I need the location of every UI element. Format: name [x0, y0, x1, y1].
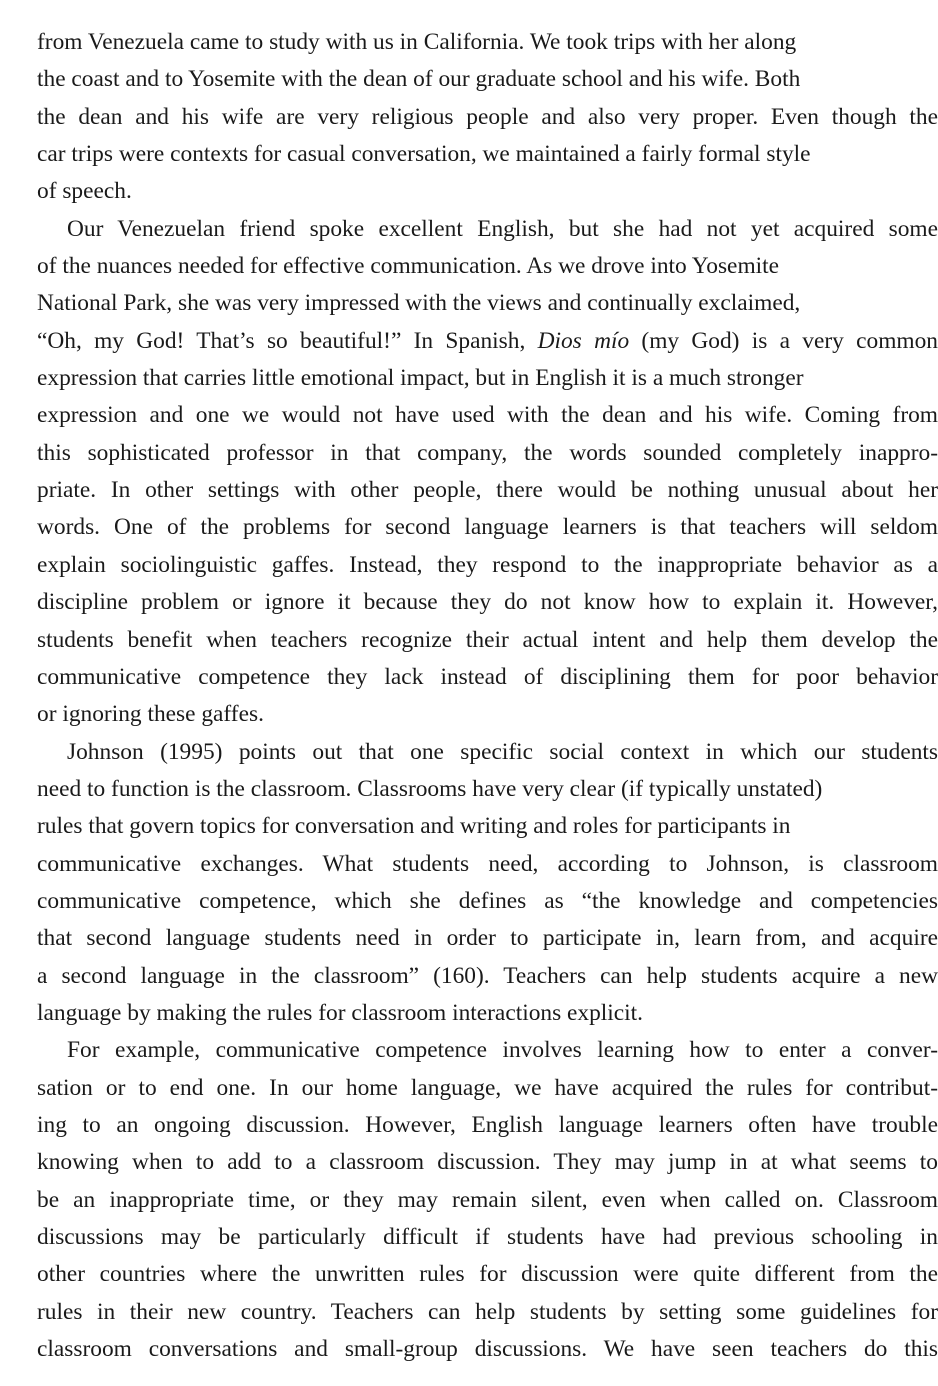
text-line: from Venezuela came to study with us in California. We took trips with her along: [37, 29, 797, 55]
text-span: “Oh, my God! That’s so beautiful!” In Spanish,: [37, 327, 538, 354]
text-line: communicative competence they lack instead of disciplining them for poor behavior: [37, 663, 938, 690]
text-line: of the nuances needed for effective communication. As we drove into Yosemite: [37, 253, 780, 280]
italic-term: Dios mío: [537, 327, 630, 354]
text-line: expression and one we would not have used with the dean and his wife. Coming from: [37, 402, 938, 429]
paragraph-4: [37, 1032, 938, 1368]
text-line: communicative competence, which she defines as “the knowledge and competencies: [37, 887, 938, 914]
text-line: ing to an ongoing discussion. However, English language learners often have trouble: [37, 1111, 938, 1138]
paragraph-3: [37, 734, 938, 1033]
text-line: classroom conversations and small-group discussions. We have seen teachers do this: [37, 1336, 938, 1363]
document-page: [37, 24, 938, 1368]
text-line: priate. In other settings with other people, there would be nothing unusual about her: [37, 477, 938, 504]
text-line: students benefit when teachers recognize their actual intent and help them develop the: [37, 626, 938, 653]
text-line: rules in their new country. Teachers can help students by setting some guidelines for: [37, 1298, 938, 1325]
text-line: of speech.: [37, 178, 132, 205]
text-line: or ignoring these gaffes.: [37, 701, 264, 728]
text-line: explain sociolinguistic gaffes. Instead, they respond to the inappropriate behavior as a: [37, 551, 938, 578]
text-line: discipline problem or ignore it because they do not know how to explain it. However,: [37, 589, 938, 616]
text-line: Our Venezuelan friend spoke excellent English, but she had not yet acquired some: [67, 215, 938, 242]
text-line: car trips were contexts for casual conversation, we maintained a fairly formal style: [37, 141, 811, 168]
text-line: words. One of the problems for second language learners is that teachers will seldom: [37, 514, 938, 541]
text-line: this sophisticated professor in that company, the words sounded completely inappro-: [37, 439, 938, 466]
text-line: the coast and to Yosemite with the dean of our graduate school and his wife. Both: [37, 66, 801, 93]
text-line: sation or to end one. In our home language, we have acquired the rules for contribut-: [37, 1074, 938, 1101]
text-line: knowing when to add to a classroom discussion. They may jump in at what seems to: [37, 1149, 938, 1176]
text-line: expression that carries little emotional impact, but in English it is a much stronger: [37, 365, 804, 392]
paragraph-2: [37, 211, 938, 734]
text-line: a second language in the classroom” (160). Teachers can help students acquire a new: [37, 962, 938, 989]
text-line: be an inappropriate time, or they may remain silent, even when called on. Classroom: [37, 1186, 938, 1213]
text-line: communicative exchanges. What students need, according to Johnson, is classroom: [37, 850, 938, 877]
text-line: For example, communicative competence involves learning how to enter a conver-: [67, 1037, 938, 1064]
text-line: language by making the rules for classroom interactions explicit.: [37, 999, 644, 1026]
text-span: (my God) is a very common: [629, 327, 938, 354]
text-line: that second language students need in order to participate in, learn from, and acquire: [37, 925, 938, 952]
text-line: other countries where the unwritten rules for discussion were quite different from the: [37, 1261, 938, 1288]
text-line: need to function is the classroom. Classrooms have very clear (if typically unstated): [37, 775, 823, 802]
text-line-with-italic: [37, 323, 938, 360]
text-line: rules that govern topics for conversation and writing and roles for participants in: [37, 813, 791, 840]
paragraph-1: [37, 24, 938, 211]
text-line: discussions may be particularly difficult if students have had previous schooling in: [37, 1224, 938, 1250]
text-line: the dean and his wife are very religious people and also very proper. Even though the: [37, 103, 938, 130]
text-line: Johnson (1995) points out that one specific social context in which our students: [67, 738, 938, 765]
text-line: National Park, she was very impressed with the views and continually exclaimed,: [37, 290, 801, 317]
